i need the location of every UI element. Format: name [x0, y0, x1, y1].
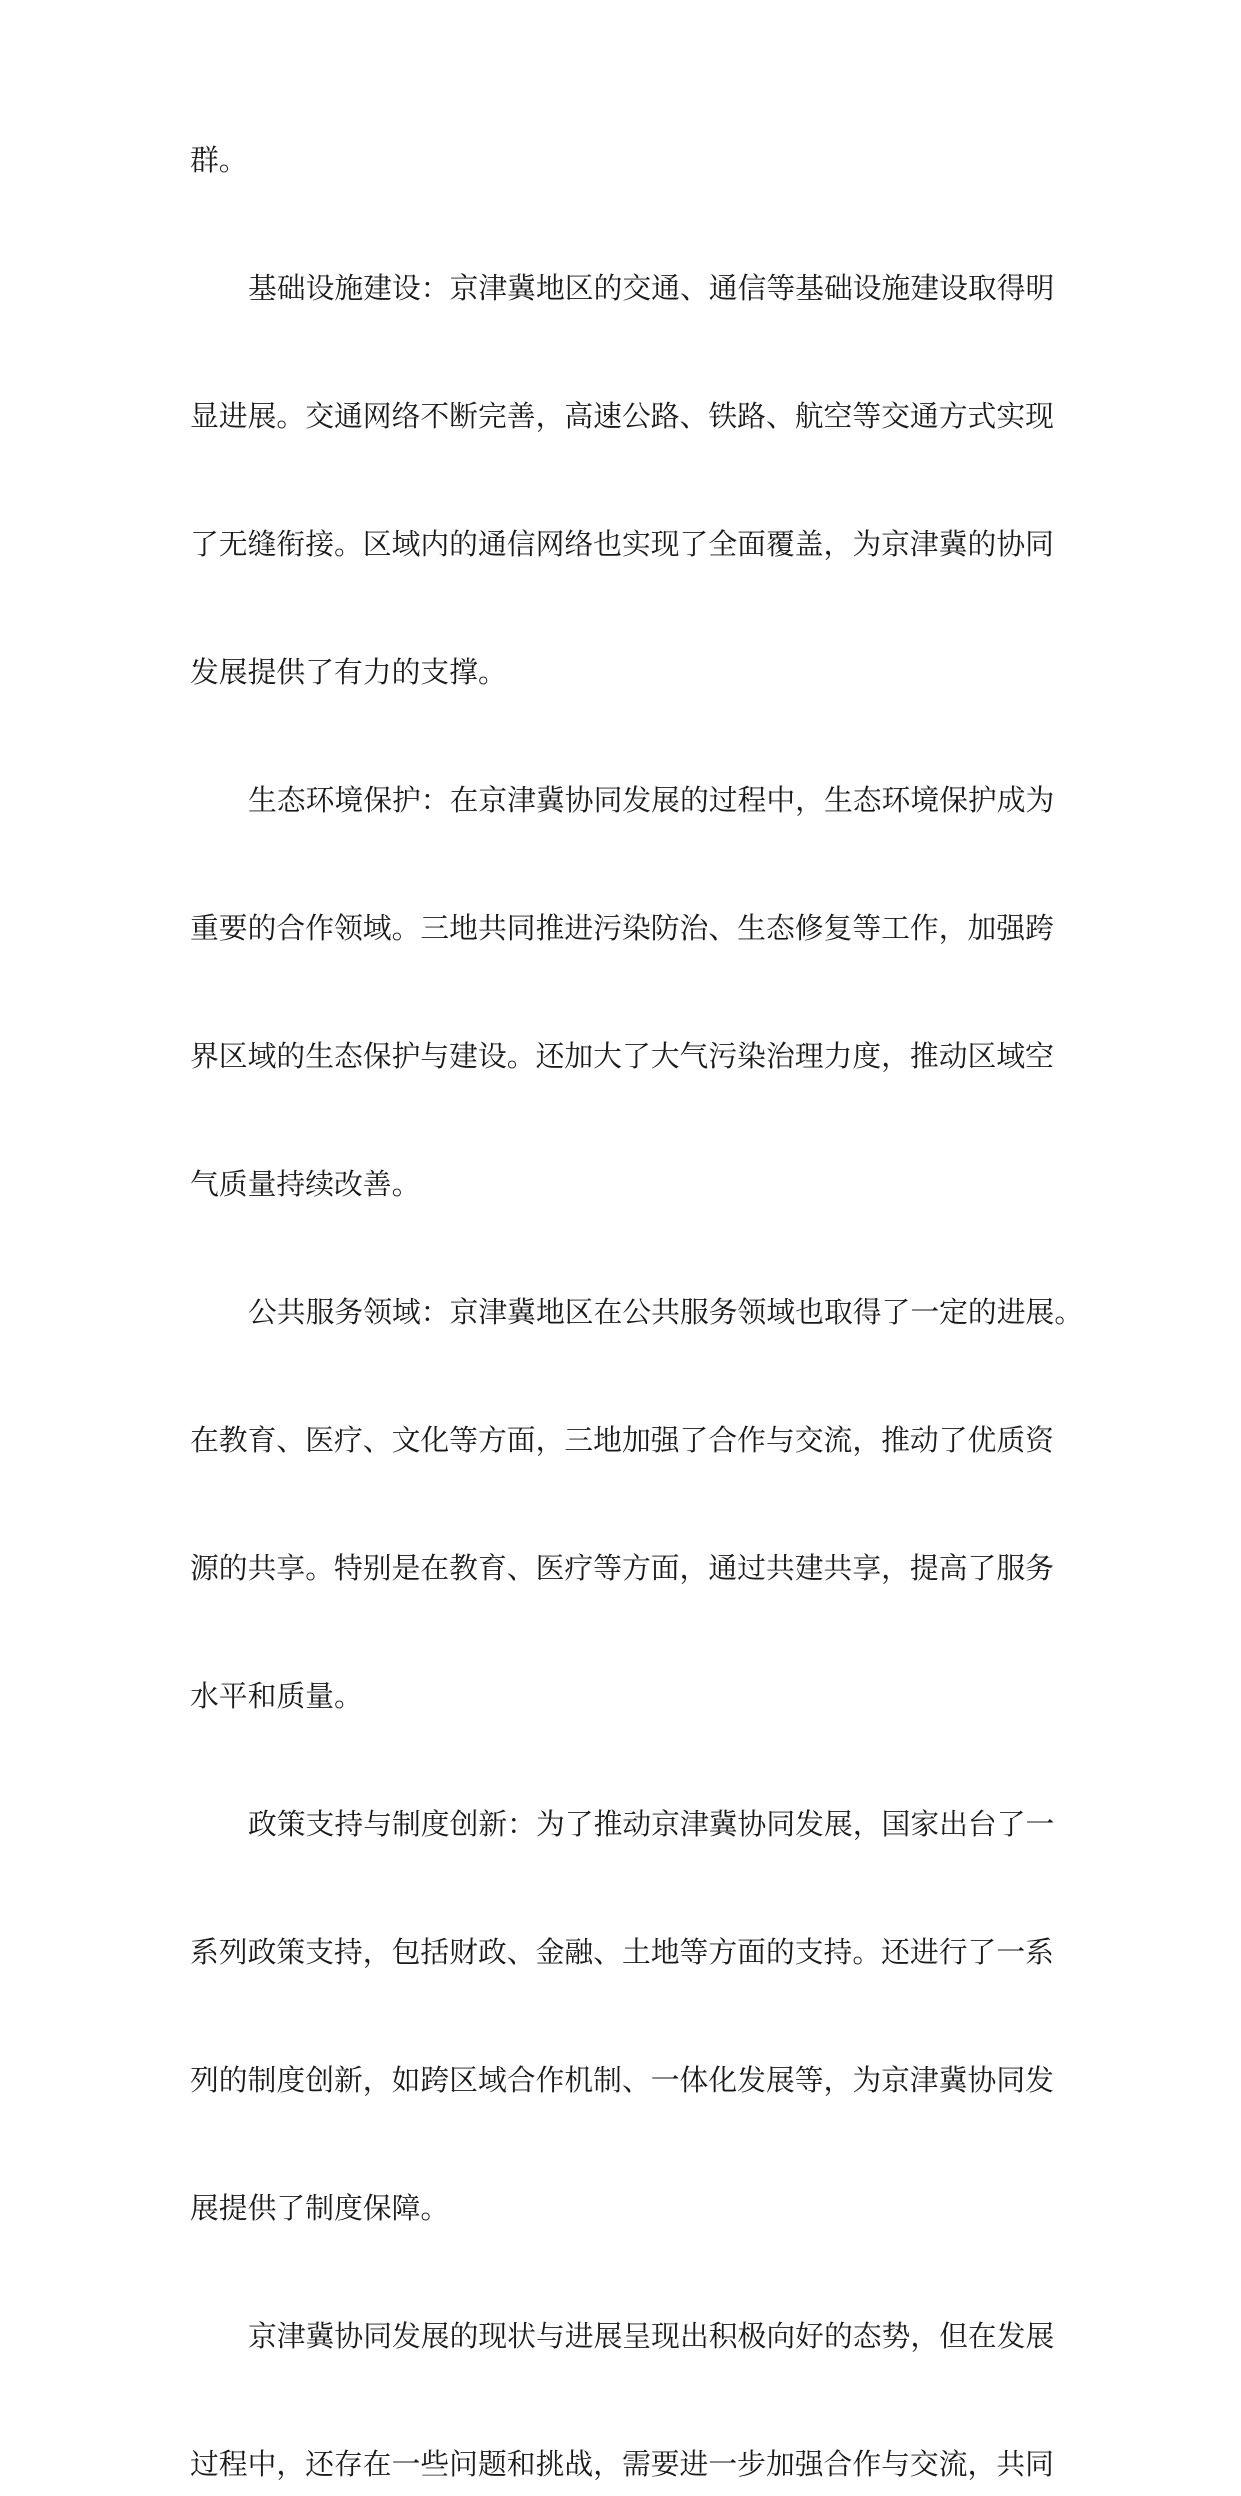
line-gap — [190, 1856, 1056, 1920]
line-gap — [190, 320, 1056, 384]
text-line: 政策支持与制度创新：为了推动京津冀协同发展，国家出台了一 — [248, 1807, 1055, 1841]
paragraph-ecology — [190, 768, 1056, 1216]
paragraph-gap — [190, 2240, 1056, 2304]
text-line: 系列政策支持，包括财政、金融、土地等方面的支持。还进行了一系 — [190, 1935, 1054, 1969]
paragraph-policy — [190, 1792, 1056, 2240]
paragraph-public-services — [190, 1280, 1084, 1728]
line-gap — [190, 960, 1056, 1024]
text-line: 公共服务领域：京津冀地区在公共服务领域也取得了一定的进展。 — [248, 1295, 1084, 1329]
line-gap — [190, 832, 1056, 896]
text-line: 展提供了制度保障。 — [190, 2191, 450, 2225]
paragraph-summary — [190, 2304, 1056, 2496]
line-gap — [190, 2112, 1056, 2176]
paragraph-gap — [190, 1216, 1056, 1280]
text-line: 源的共享。特别是在教育、医疗等方面，通过共建共享，提高了服务 — [190, 1551, 1054, 1585]
paragraph-gap — [190, 1728, 1056, 1792]
text-line: 京津冀协同发展的现状与进展呈现出积极向好的态势，但在发展 — [248, 2319, 1055, 2353]
text-line: 发展提供了有力的支撑。 — [190, 655, 507, 689]
text-line: 气质量持续改善。 — [190, 1167, 421, 1201]
text-line: 在教育、医疗、文化等方面，三地加强了合作与交流，推动了优质资 — [190, 1423, 1054, 1457]
text-line: 水平和质量。 — [190, 1679, 363, 1713]
line-gap — [190, 1088, 1056, 1152]
line-gap — [190, 576, 1056, 640]
text-line: 界区域的生态保护与建设。还加大了大气污染治理力度，推动区域空 — [190, 1039, 1054, 1073]
line-gap — [190, 1472, 1056, 1536]
text-line: 过程中，还存在一些问题和挑战，需要进一步加强合作与交流，共同 — [190, 2447, 1054, 2481]
document-body — [190, 128, 1084, 2496]
paragraph-continuation — [190, 128, 1056, 192]
line-gap — [190, 448, 1056, 512]
line-gap — [190, 2368, 1056, 2432]
line-gap — [190, 1984, 1056, 2048]
text-line: 列的制度创新，如跨区域合作机制、一体化发展等，为京津冀协同发 — [190, 2063, 1054, 2097]
line-gap — [190, 1600, 1056, 1664]
text-line: 显进展。交通网络不断完善，高速公路、铁路、航空等交通方式实现 — [190, 399, 1054, 433]
text-line: 重要的合作领域。三地共同推进污染防治、生态修复等工作，加强跨 — [190, 911, 1054, 945]
text-line: 生态环境保护：在京津冀协同发展的过程中，生态环境保护成为 — [248, 783, 1055, 817]
text-line: 基础设施建设：京津冀地区的交通、通信等基础设施建设取得明 — [248, 271, 1055, 305]
paragraph-gap — [190, 704, 1056, 768]
paragraph-gap — [190, 192, 1056, 256]
line-gap — [190, 1344, 1056, 1408]
paragraph-infrastructure — [190, 256, 1056, 704]
text-line: 群。 — [190, 143, 248, 177]
text-line: 了无缝衔接。区域内的通信网络也实现了全面覆盖，为京津冀的协同 — [190, 527, 1054, 561]
